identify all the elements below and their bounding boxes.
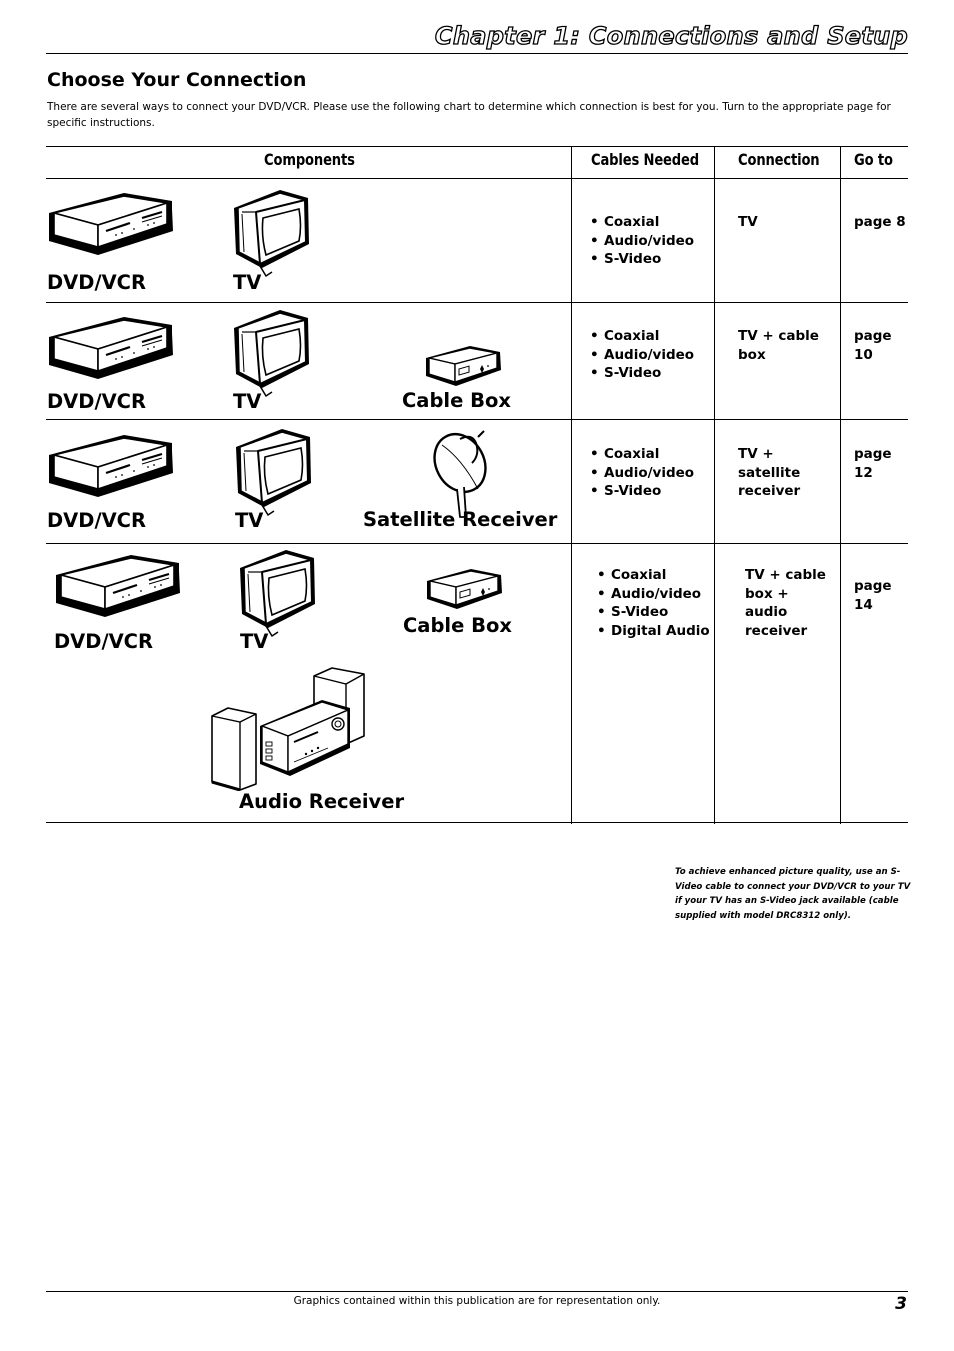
- component-label: Audio Receiver: [239, 790, 405, 813]
- table-rule: [46, 822, 908, 823]
- table-column-rule: [714, 146, 715, 824]
- table-rule: [46, 419, 908, 420]
- header-cables-needed: Cables Needed: [591, 150, 699, 169]
- page-reference[interactable]: page 14: [854, 578, 892, 613]
- satellite-dish-icon: [432, 429, 492, 519]
- table-column-rule: [840, 146, 841, 824]
- table-rule: [46, 178, 908, 179]
- component-label: Cable Box: [402, 389, 511, 412]
- table-rule: [46, 146, 908, 147]
- list-item: • Digital Audio: [597, 622, 710, 641]
- page-reference[interactable]: page 10: [854, 328, 892, 363]
- page-number: 3: [895, 1294, 907, 1314]
- header-go-to: Go to: [854, 150, 893, 169]
- table-rule: [46, 302, 908, 303]
- dvd-vcr-icon: [46, 191, 176, 263]
- intro-paragraph: There are several ways to connect your DVD/VCR. Please use the following chart to determine which connection is best for you. Turn to the appropriate page for specific instructions.: [47, 101, 891, 129]
- component-label: DVD/VCR: [47, 271, 147, 294]
- connection-chart: [46, 146, 908, 824]
- list-item: • Coaxial: [590, 445, 694, 464]
- cables-list: [590, 213, 694, 269]
- tv-icon: [232, 188, 312, 280]
- chapter-title: Chapter 1: Connections and Setup: [434, 22, 908, 50]
- list-item: • Coaxial: [590, 213, 694, 232]
- cables-list: [590, 327, 694, 383]
- header-components: Components: [264, 150, 355, 169]
- connection-cell: TV + satellite receiver: [738, 446, 801, 499]
- header-divider: [46, 53, 908, 54]
- component-label: TV: [233, 271, 262, 294]
- component-label: TV: [240, 630, 269, 653]
- list-item: • Audio/video: [590, 464, 694, 483]
- audio-receiver-icon: [210, 666, 370, 791]
- connection-cell: TV + cable box + audio receiver: [745, 567, 826, 639]
- page-reference[interactable]: page 12: [854, 446, 892, 481]
- footer-disclaimer: Graphics contained within this publication are for representation only.: [293, 1295, 661, 1307]
- tv-icon: [234, 427, 314, 519]
- list-item: • S-Video: [590, 250, 694, 269]
- s-video-note: To achieve enhanced picture quality, use an S-Video cable to connect your DVD/VCR to your TV if your TV has an S-Video jack available (cable supplied with model DRC8312 only).: [675, 867, 911, 921]
- cable-box-icon: [425, 567, 505, 611]
- table-rule: [46, 543, 908, 544]
- tv-icon: [238, 548, 318, 640]
- tv-icon: [232, 308, 312, 400]
- list-item: • Audio/video: [590, 346, 694, 365]
- connection-cell: TV + cable box: [738, 328, 819, 363]
- cables-list: [597, 566, 710, 640]
- list-item: • Coaxial: [597, 566, 710, 585]
- page-reference[interactable]: page 8: [854, 214, 906, 230]
- list-item: • Audio/video: [590, 232, 694, 251]
- component-label: DVD/VCR: [47, 509, 147, 532]
- connection-cell: TV: [738, 214, 758, 230]
- header-connection: Connection: [738, 150, 820, 169]
- component-label: DVD/VCR: [47, 390, 147, 413]
- cables-list: [590, 445, 694, 501]
- cable-box-icon: [424, 344, 504, 388]
- list-item: • S-Video: [590, 364, 694, 383]
- dvd-vcr-icon: [53, 553, 183, 625]
- component-label: TV: [233, 390, 262, 413]
- list-item: • S-Video: [597, 603, 710, 622]
- table-column-rule: [571, 146, 572, 824]
- dvd-vcr-icon: [46, 433, 176, 505]
- component-label: Satellite Receiver: [363, 508, 558, 531]
- list-item: • Audio/video: [597, 585, 710, 604]
- list-item: • Coaxial: [590, 327, 694, 346]
- section-title: Choose Your Connection: [47, 69, 307, 91]
- list-item: • S-Video: [590, 482, 694, 501]
- component-label: DVD/VCR: [54, 630, 154, 653]
- dvd-vcr-icon: [46, 315, 176, 387]
- component-label: TV: [235, 509, 264, 532]
- footer-divider: [46, 1291, 908, 1292]
- component-label: Cable Box: [403, 614, 512, 637]
